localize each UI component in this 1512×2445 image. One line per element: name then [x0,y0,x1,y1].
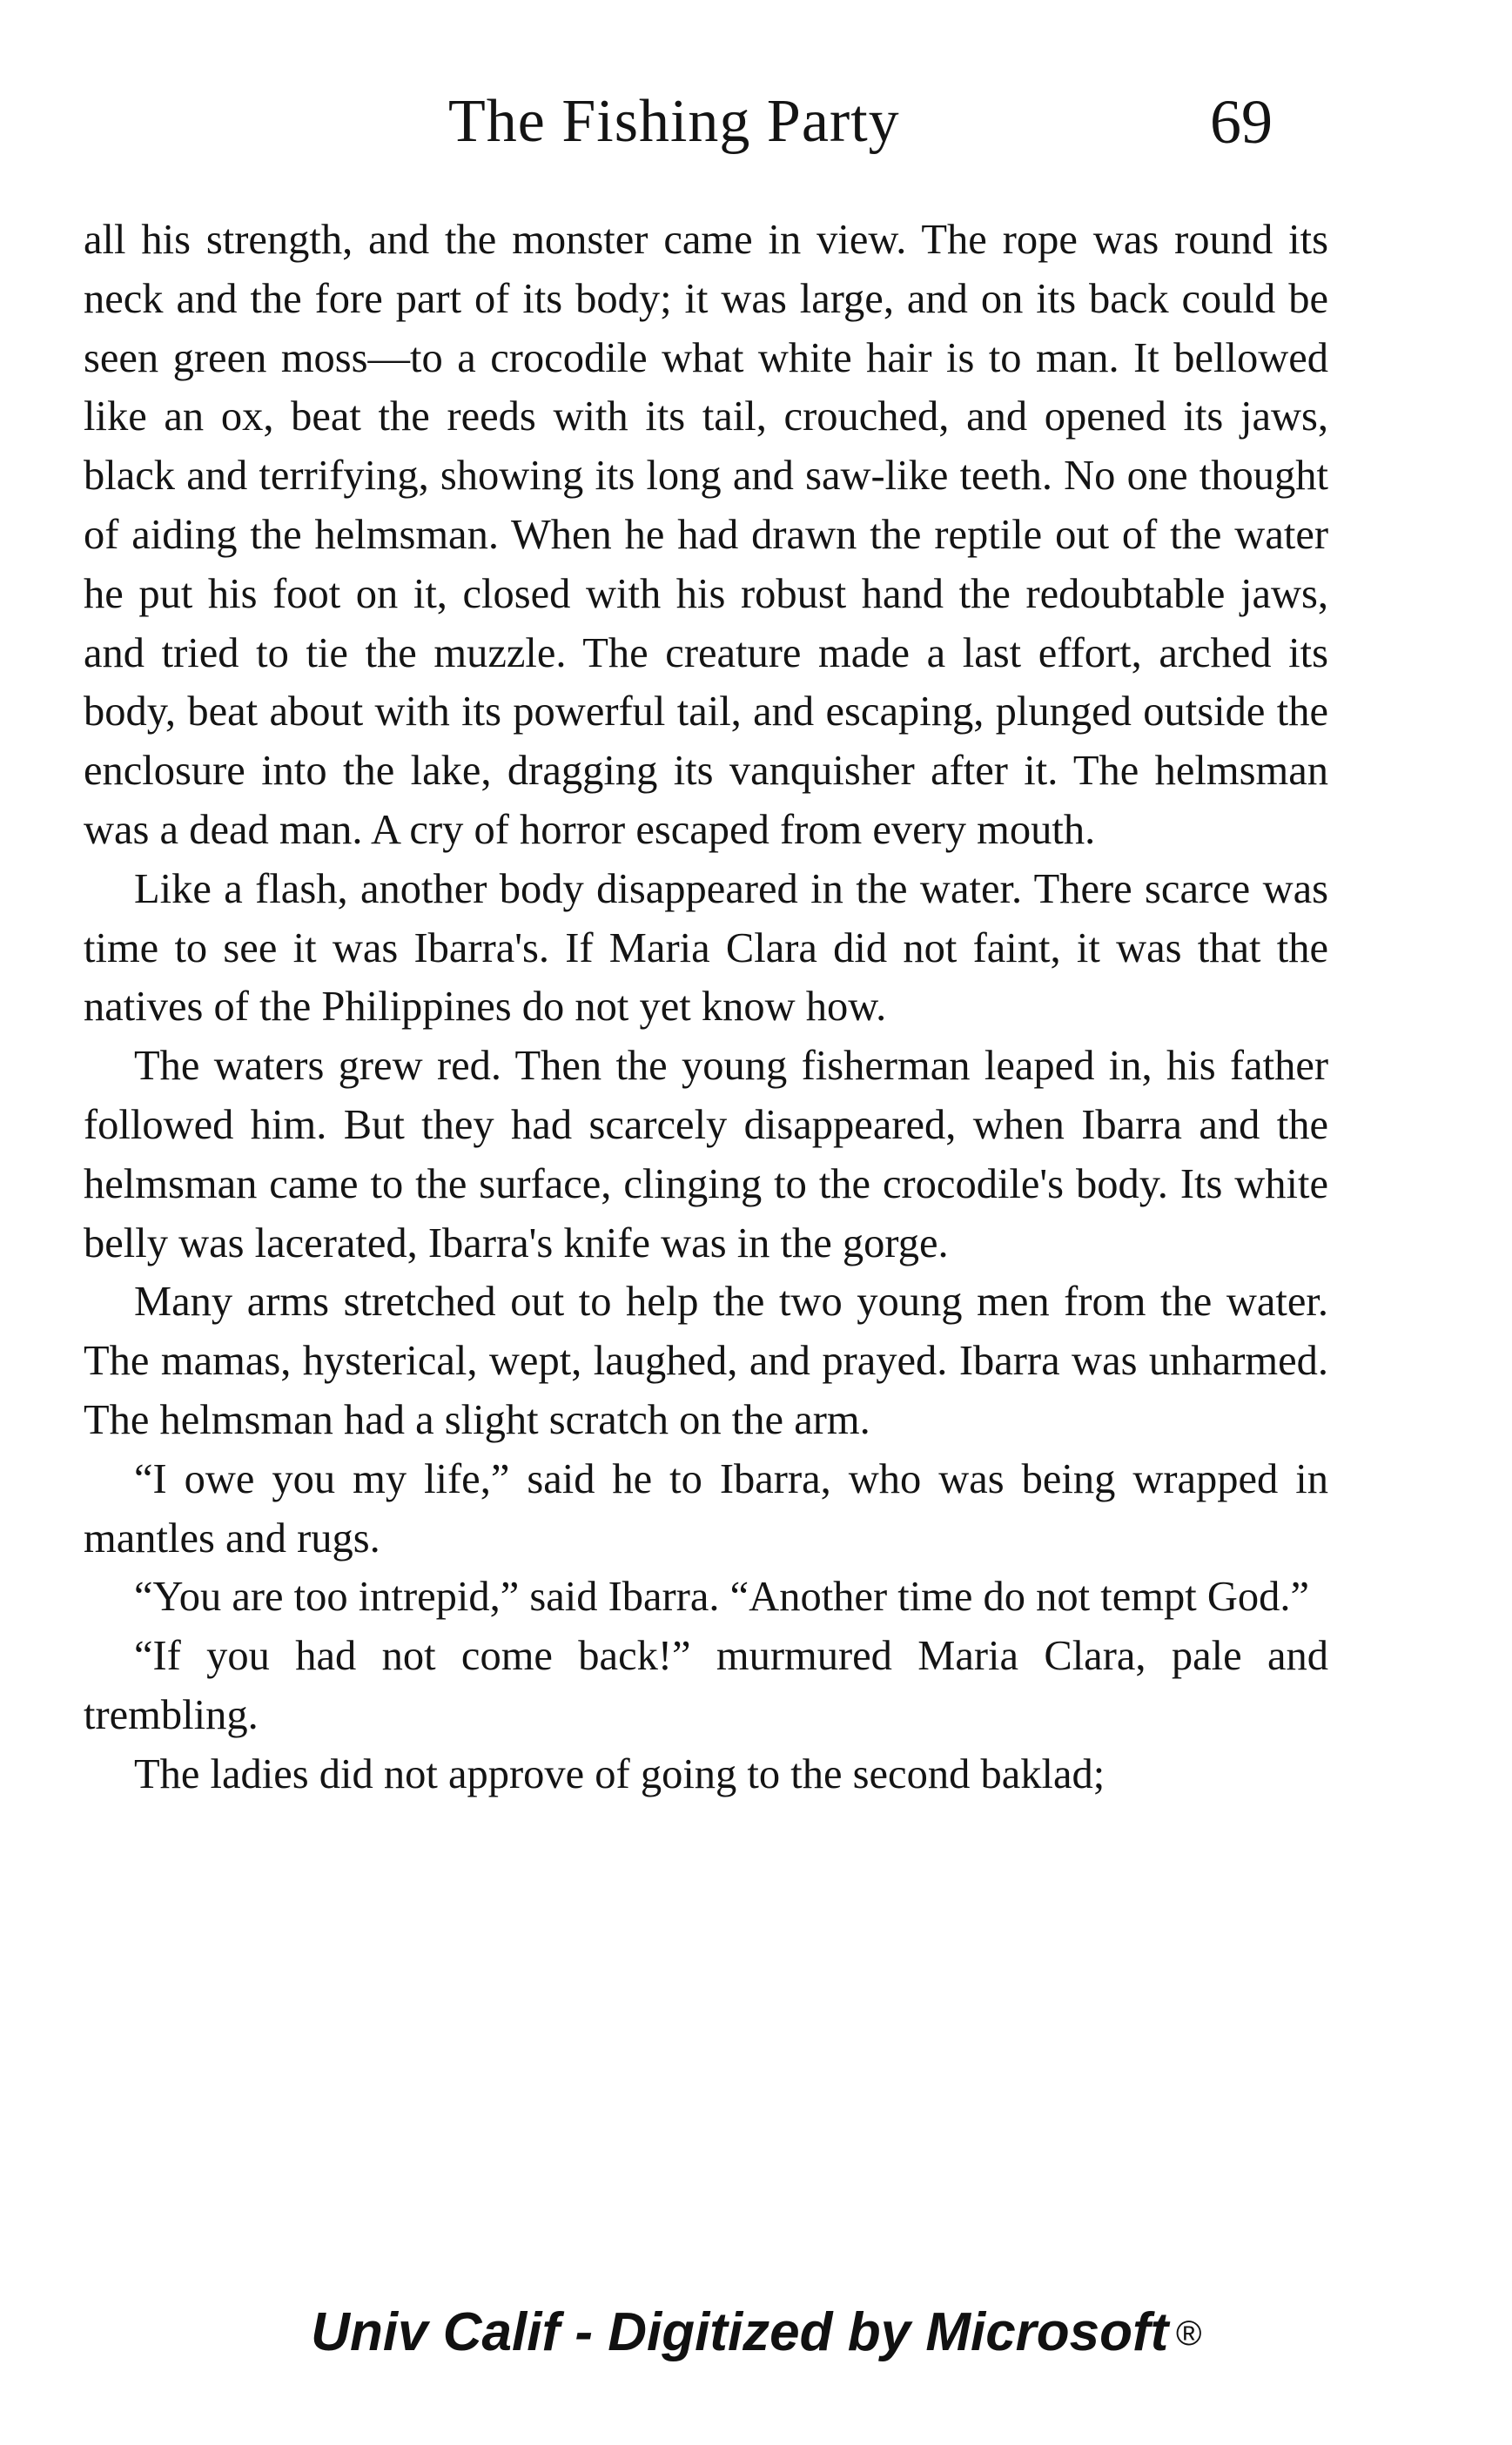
paragraph: The waters grew red. Then the young fisherman leaped in, his father followed him. But they had scarcely disappeared, when Ibarra and the helmsman came to the surface, clinging to the crocodile's body. Its white belly was lacerated, Ibarra's knife was in the gorge. [84,1043,1328,1266]
paragraph: “I owe you my life,” said he to Ibarra, who was being wrapped in mantles and rugs. [84,1455,1328,1562]
page-number: 69 [1210,87,1273,157]
paragraph: “You are too intrepid,” said Ibarra. “Another time do not tempt God.” [134,1574,1310,1621]
paragraph: Like a flash, another body disappeared in the water. There scarce was time to see it was Ibarra's. If Maria Clara did not faint, it was that the natives of the Philippines do not yet know how. [84,865,1328,1031]
registered-mark-icon: ® [1175,2314,1201,2353]
paragraph: “If you had not come back!” murmured Maria Clara, pale and trembling. [84,1633,1328,1738]
running-head-title: The Fishing Party [448,88,900,155]
running-head [0,87,1512,157]
body-text [84,211,1328,1804]
paragraph: Many arms stretched out to help the two young men from the water. The mamas, hysterical, wept, laughed, and prayed. Ibarra was unharmed. The helmsman had a slight scratch on the arm. [84,1279,1328,1443]
paragraph-continued: all his strength, and the monster came in view. The rope was round its neck and the fore part of its body; it was large, and on its back could be seen green moss—to a crocodile what white hair is to man. It bellowed like an ox, beat the reeds with its tail, crouched, and opened its jaws, black and terrifying, showing its long and saw-like teeth. No one thought of aiding the helmsman. When he had drawn the reptile out of the water he put his foot on it, closed with his robust hand the redoubtable jaws, and tried to tie the muzzle. The creature made a last effort, arched its body, beat about with its powerful tail, and escaping, plunged outside the enclosure into the lake, dragging its vanquisher after it. The helmsman was a dead man. A cry of horror escaped from every mouth. [84,217,1328,853]
watermark-text: Univ Calif - Digitized by Microsoft [311,2302,1169,2362]
digitization-watermark [0,2298,1512,2368]
paragraph: The ladies did not approve of going to the second baklad; [134,1750,1105,1797]
